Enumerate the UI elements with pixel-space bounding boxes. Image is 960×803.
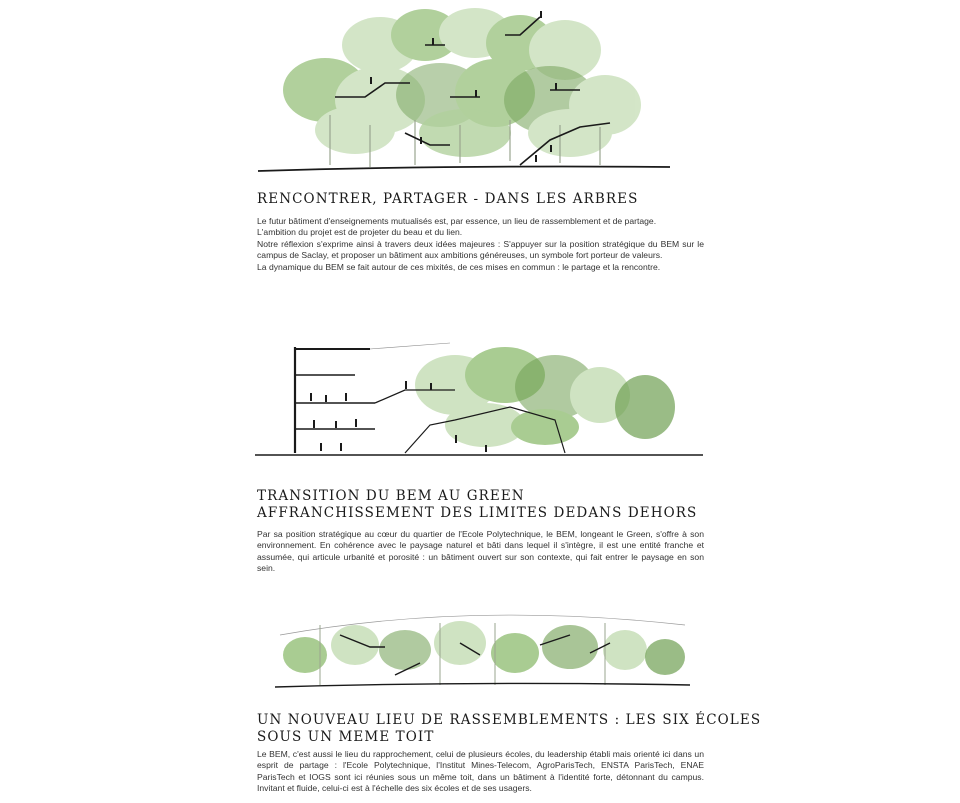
paragraph: Par sa position stratégique au cœur du quartier de l'Ecole Polytechnique, le BEM, longeant le Green, s'offre à son environnement. En cohérence avec le paysage naturel et bâti dans lequel il s'intègre, il est une entité franche et assumée, qui articule urbanité et porosité : un bâtiment ouvert sur son contexte, qui fait entrer le paysage en son sein. <box>257 529 704 574</box>
paragraph: Le BEM, c'est aussi le lieu du rapprochement, celui de plusieurs écoles, du leadership établi mais orienté ici dans un esprit de partage : l'Ecole Polytechnique, l'Institut Mines-Telecom, AgroParisTech, ENSTA ParisTech, ENAE ParisTech et IOGS sont ici réunies sous un même toit, dans un bâtiment à l'identité forte, détonnant du campus. Invitant et fluide, celui-ci est à l'échelle des six écoles et de ses usagers. <box>257 749 704 794</box>
section-2-text <box>257 529 704 575</box>
ground-line <box>258 167 670 172</box>
section-1-text <box>257 216 704 273</box>
section-3-text <box>257 749 704 795</box>
tree-canopy <box>415 347 675 447</box>
ground-line <box>275 683 690 687</box>
paragraph: La dynamique du BEM se fait autour de ces mixités, de ces mises en commun : le partage et la rencontre. <box>257 261 661 272</box>
section-1-title: RENCONTRER, PARTAGER - DANS LES ARBRES <box>257 191 639 207</box>
section-drawing-trees <box>250 5 710 177</box>
paragraph: Notre réflexion s'exprime ainsi à travers deux idées majeures : S'appuyer sur la position stratégique du BEM sur le campus de Saclay, et proposer un bâtiment aux ambitions généreuses, un symbole fort porteur de valeurs. <box>257 238 704 261</box>
tree-canopy <box>283 621 685 675</box>
section-drawing-building <box>255 335 705 460</box>
paragraph: Le futur bâtiment d'enseignements mutualisés est, par essence, un lieu de rassemblement et de partage. <box>257 216 657 226</box>
section-3-title-line2: SOUS UN MEME TOIT <box>257 729 435 745</box>
paragraph: L'ambition du projet est de projeter du beau et du lien. <box>257 227 463 238</box>
section-3-title-line1: UN NOUVEAU LIEU DE RASSEMBLEMENTS : LES SIX ÉCOLES <box>257 712 762 728</box>
section-drawing-campus <box>270 605 695 693</box>
section-2-title-line2: AFFRANCHISSEMENT DES LIMITES DEDANS DEHORS <box>257 505 698 521</box>
section-2-title-line1: TRANSITION DU BEM AU GREEN <box>257 488 525 504</box>
tree-canopy <box>283 8 641 157</box>
